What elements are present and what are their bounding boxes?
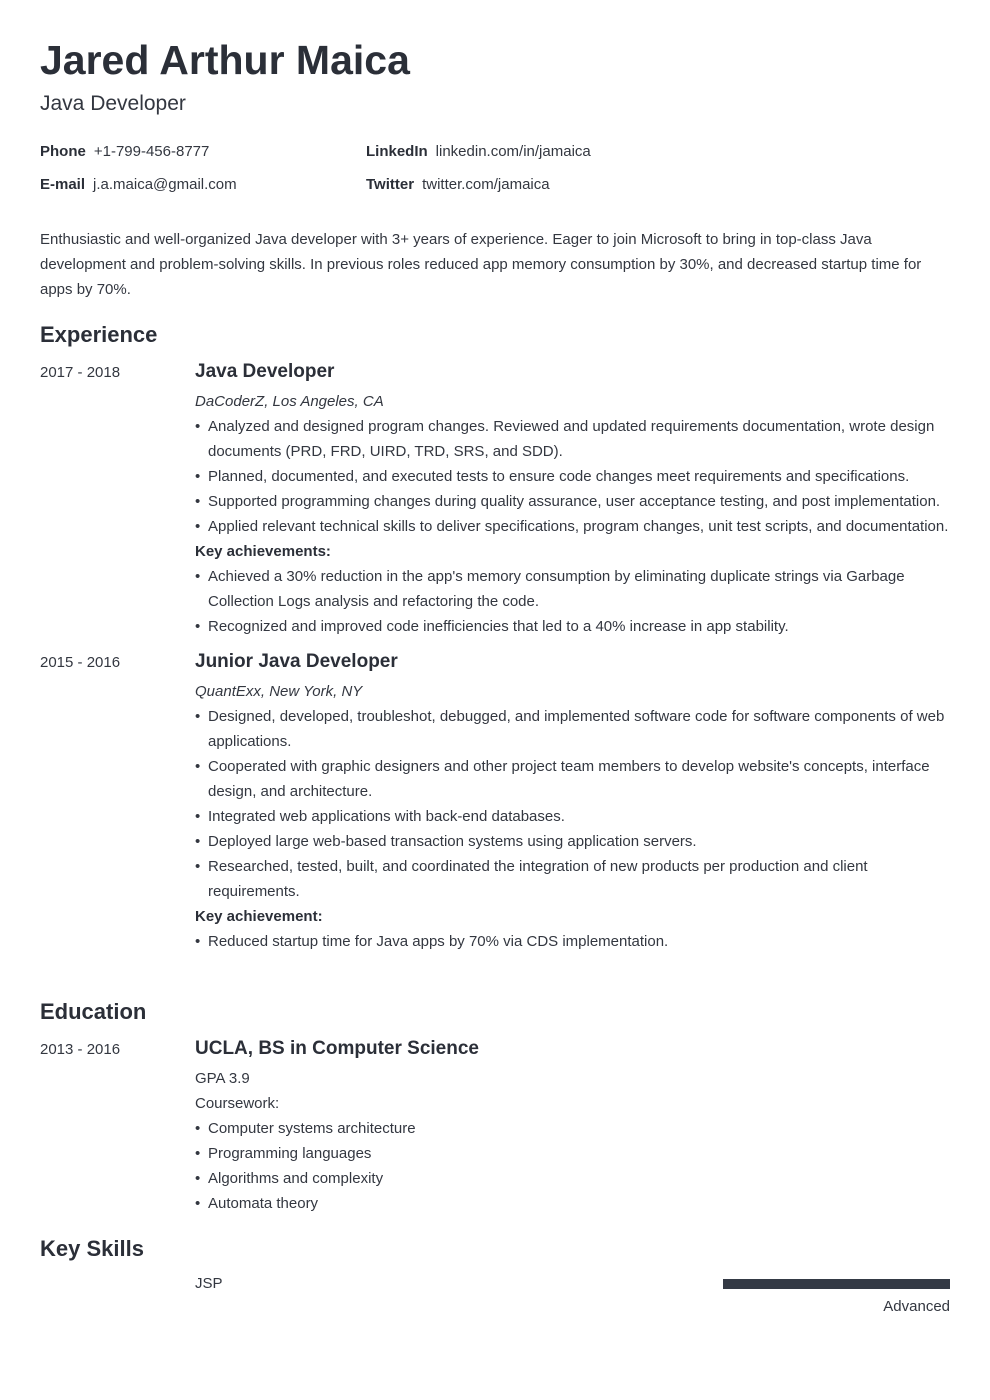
achievement-item: • Recognized and improved code inefficiencies that led to a 40% increase in app stability. xyxy=(195,614,955,639)
twitter-value[interactable]: twitter.com/jamaica xyxy=(422,176,550,193)
contact-email xyxy=(40,175,237,195)
job-2-achievements xyxy=(195,929,955,954)
email-value[interactable]: j.a.maica@gmail.com xyxy=(93,176,237,193)
candidate-title: Java Developer xyxy=(40,92,186,115)
duty-item: • Applied relevant technical skills to deliver specifications, program changes, unit test scripts, and documentation. xyxy=(195,514,955,539)
education-entry xyxy=(195,1037,955,1216)
duty-item: • Designed, developed, troubleshot, debugged, and implemented software code for software components of web applications. xyxy=(195,704,955,754)
job-1-achievements xyxy=(195,564,955,639)
experience-heading: Experience xyxy=(40,322,158,347)
phone-label: Phone xyxy=(40,143,86,160)
contact-twitter xyxy=(366,175,550,195)
job-2-dates: 2015 - 2016 xyxy=(40,654,121,671)
job-1-duties xyxy=(195,414,955,539)
duty-item: • Supported programming changes during quality assurance, user acceptance testing, and post implementation. xyxy=(195,489,955,514)
contact-linkedin xyxy=(366,142,591,162)
skill-level-fill xyxy=(723,1279,950,1289)
duty-item: • Planned, documented, and executed tests to ensure code changes meet requirements and specifications. xyxy=(195,464,955,489)
course-item: • Automata theory xyxy=(195,1191,955,1216)
skill-name: JSP xyxy=(195,1275,223,1292)
job-1-entry xyxy=(195,360,955,639)
job-1-dates: 2017 - 2018 xyxy=(40,364,121,381)
skills-heading: Key Skills xyxy=(40,1236,144,1261)
job-2-duties xyxy=(195,704,955,904)
skill-level-label: Advanced xyxy=(883,1298,950,1315)
candidate-name: Jared Arthur Maica xyxy=(40,37,410,83)
job-1-achievements-label: Key achievements: xyxy=(195,543,331,560)
education-dates: 2013 - 2016 xyxy=(40,1041,121,1058)
contact-phone xyxy=(40,142,209,162)
course-item: • Algorithms and complexity xyxy=(195,1166,955,1191)
job-1-company: DaCoderZ, Los Angeles, CA xyxy=(195,393,384,410)
duty-item: • Researched, tested, built, and coordinated the integration of new products per production and client requirements. xyxy=(195,854,955,904)
achievement-item: • Reduced startup time for Java apps by 70% via CDS implementation. xyxy=(195,929,955,954)
email-label: E-mail xyxy=(40,176,86,193)
profile-summary: Enthusiastic and well-organized Java developer with 3+ years of experience. Eager to join Microsoft to bring in top-class Java development and problem-solving skills. In previous roles reduced app memory consumption by 30%, and decreased startup time for apps by 70%. xyxy=(40,231,922,298)
linkedin-label: LinkedIn xyxy=(366,143,428,160)
twitter-label: Twitter xyxy=(366,176,415,193)
duty-item: • Deployed large web-based transaction systems using application servers. xyxy=(195,829,955,854)
duty-item: • Cooperated with graphic designers and other project team members to develop website's concepts, interface design, and architecture. xyxy=(195,754,955,804)
course-item: • Programming languages xyxy=(195,1141,955,1166)
education-degree: UCLA, BS in Computer Science xyxy=(195,1038,479,1059)
job-2-achievements-label: Key achievement: xyxy=(195,908,323,925)
coursework-list xyxy=(195,1116,955,1216)
job-1-title: Java Developer xyxy=(195,361,335,382)
education-heading: Education xyxy=(40,999,147,1024)
achievement-item: • Achieved a 30% reduction in the app's memory consumption by eliminating duplicate strings via Garbage Collection Logs analysis and refactoring the code. xyxy=(195,564,955,614)
job-2-title: Junior Java Developer xyxy=(195,651,398,672)
course-item: • Computer systems architecture xyxy=(195,1116,955,1141)
job-2-company: QuantExx, New York, NY xyxy=(195,683,363,700)
job-2-entry xyxy=(195,650,955,954)
education-gpa: GPA 3.9 xyxy=(195,1070,250,1087)
skill-level-bar xyxy=(723,1279,950,1289)
duty-item: • Analyzed and designed program changes. Reviewed and updated requirements documentation, wrote design documents (PRD, FRD, UIRD, TRD, SRS, and SDD). xyxy=(195,414,955,464)
duty-item: • Integrated web applications with back-end databases. xyxy=(195,804,955,829)
phone-value: +1-799-456-8777 xyxy=(93,143,210,160)
linkedin-value[interactable]: linkedin.com/in/jamaica xyxy=(435,143,591,160)
coursework-label: Coursework: xyxy=(195,1095,280,1112)
